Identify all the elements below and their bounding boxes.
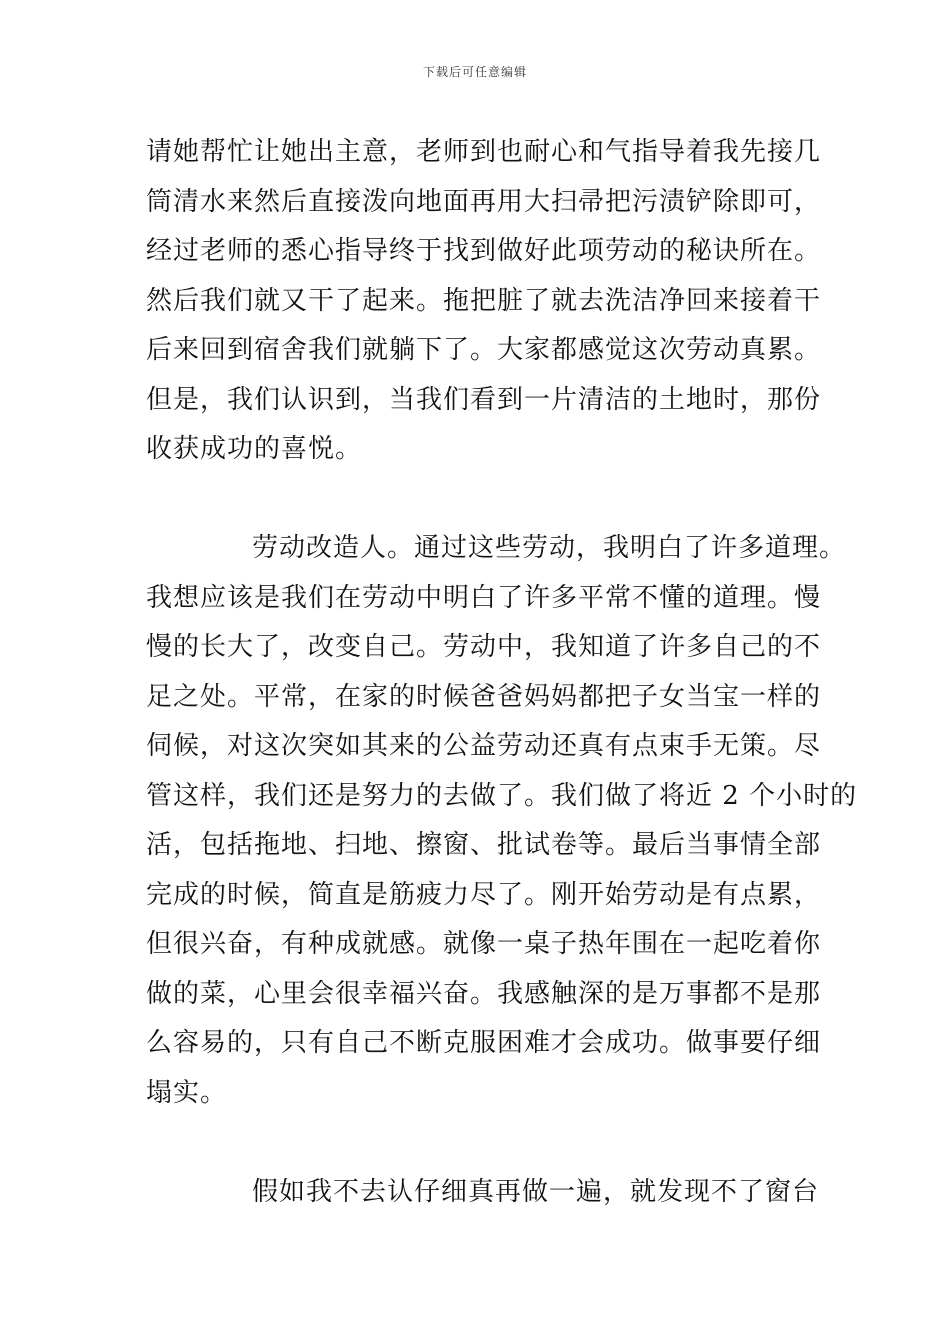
text-line: 经过老师的悉心指导终于找到做好此项劳动的秘诀所在。 xyxy=(146,236,822,266)
text-line: 么容易的，只有自己不断克服困难才会成功。做事要仔细 xyxy=(146,1028,822,1058)
paragraph-2 xyxy=(146,524,858,1118)
text-line: 但很兴奋，有种成就感。就像一桌子热年围在一起吃着你 xyxy=(146,929,822,959)
text-line-indented: 劳动改造人。通过这些劳动，我明白了许多道理。 xyxy=(252,533,847,563)
text-line: 请她帮忙让她出主意，老师到也耐心和气指导着我先接几 xyxy=(146,137,822,167)
text-line: 塌实。 xyxy=(146,1077,228,1108)
document-body xyxy=(146,128,858,1217)
text-line: 后来回到宿舍我们就躺下了。大家都感觉这次劳动真累。 xyxy=(146,335,822,365)
text-line: 但是，我们认识到，当我们看到一片清洁的土地时，那份 xyxy=(146,384,822,415)
paragraph-spacer xyxy=(146,1118,826,1168)
paragraph-3 xyxy=(146,1168,826,1218)
text-line: 足之处。平常，在家的时候爸爸妈妈都把子女当宝一样的 xyxy=(146,681,822,712)
text-line: 筒清水来然后直接泼向地面再用大扫帚把污渍铲除即可， xyxy=(146,186,822,217)
text-line-indented: 假如我不去认仔细真再做一遍，就发现不了窗台 xyxy=(252,1176,820,1207)
paragraph-spacer xyxy=(146,475,826,525)
page-header: 下载后可任意编辑 xyxy=(422,65,527,79)
text-line: 慢的长大了，改变自己。劳动中，我知道了许多自己的不 xyxy=(146,632,822,662)
text-line: 管这样，我们还是努力的去做了。我们做了将近 2 个小时的 xyxy=(146,780,858,811)
text-line: 收获成功的喜悦。 xyxy=(146,434,363,464)
text-line: 然后我们就又干了起来。拖把脏了就去洗洁净回来接着干 xyxy=(146,285,822,316)
text-line: 伺候，对这次突如其来的公益劳动还真有点束手无策。尽 xyxy=(146,731,822,761)
text-line: 活，包括拖地、扫地、擦窗、批试卷等。最后当事情全部 xyxy=(146,830,822,860)
text-line: 做的菜，心里会很幸福兴奋。我感触深的是万事都不是那 xyxy=(146,978,822,1009)
text-line: 完成的时候，简直是筋疲力尽了。刚开始劳动是有点累， xyxy=(146,879,822,910)
text-line: 我想应该是我们在劳动中明白了许多平常不懂的道理。慢 xyxy=(146,582,822,613)
paragraph-1 xyxy=(146,128,826,475)
